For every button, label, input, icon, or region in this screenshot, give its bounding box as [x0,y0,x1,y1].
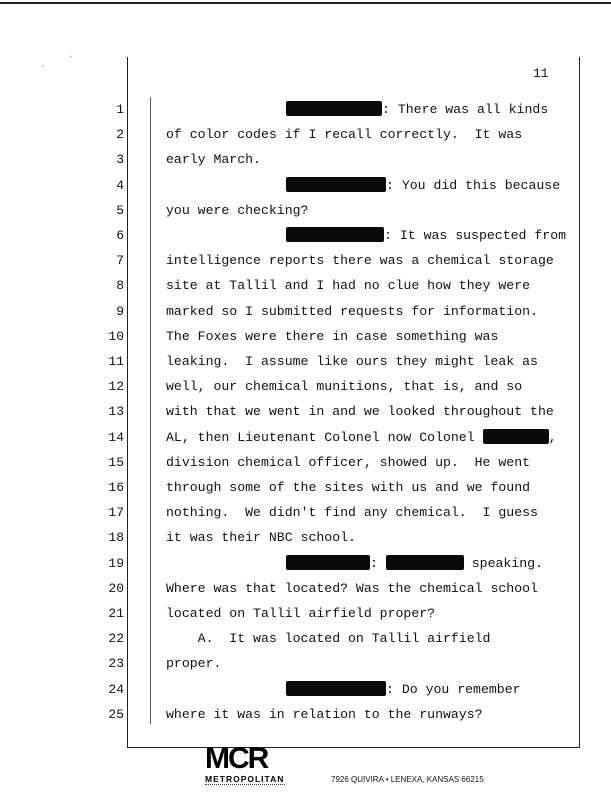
redaction-bar [286,227,384,242]
line-text: of color codes if I recall correctly. It was [166,127,523,142]
transcript-line [166,277,530,295]
transcript-line [166,151,261,169]
transcript-line [166,479,530,497]
line-text: through some of the sites with us and we found [166,480,531,495]
line-number: 16 [108,480,124,495]
line-number: 10 [108,329,124,344]
line-text: where it was in relation to the runways? [166,707,483,722]
transcript-line [166,655,221,673]
line-number: 2 [116,127,124,142]
line-text: early March. [166,152,261,167]
logo-underline [205,784,285,787]
footer-address: 7926 QUIVIRA • LENEXA, KANSAS 66215 [331,775,484,784]
transcript-line [166,580,538,598]
line-number: 14 [108,430,124,445]
line-number: 9 [116,304,124,319]
transcript-line [166,303,538,321]
transcript-line [286,177,560,195]
transcript-line [166,202,308,220]
line-number: 25 [108,707,124,722]
line-text: division chemical officer, showed up. He went [166,455,531,470]
line-text: : [370,556,386,571]
transcript-line [166,126,522,144]
scan-speck: · [40,62,46,72]
line-text: proper. [166,656,222,671]
transcript-line [166,454,530,472]
line-text: : There was all kinds [382,102,549,117]
line-number: 11 [108,354,124,369]
transcript-line [286,101,548,119]
transcript-line [166,630,490,648]
transcript-line [166,529,356,547]
line-text: located on Tallil airfield proper? [166,606,436,621]
redaction-bar [286,101,382,116]
line-number: 24 [108,682,124,697]
transcript-line [166,504,538,522]
transcript-line [166,328,498,346]
line-text: : You did this because [386,178,561,193]
page-number: 11 [533,66,549,81]
line-text: The Foxes were there in case something was [166,329,499,344]
redaction-bar [483,429,549,444]
line-number: 19 [108,556,124,571]
redaction-bar [286,555,370,570]
line-text: AL, then Lieutenant Colonel now Colonel [166,430,483,445]
line-text: with that we went in and we looked throughout the [166,404,554,419]
transcript-line [286,555,543,573]
line-text: : Do you remember [386,682,521,697]
transcript-line [166,429,556,447]
frame-left-border [127,57,128,747]
transcript-line [166,353,538,371]
top-rule [0,2,611,4]
line-number: 18 [108,530,124,545]
line-text: you were checking? [166,203,309,218]
scan-speck: . [68,50,74,60]
line-text: speaking. [463,556,543,571]
transcript-line [166,605,435,623]
line-text: leaking. I assume like ours they might leak as [166,354,538,369]
line-text: marked so I submitted requests for information. [166,304,538,319]
transcript-line [166,378,522,396]
redaction-bar [386,555,464,570]
line-text: intelligence reports there was a chemical storage [166,253,554,268]
footer [205,742,505,790]
line-number: 4 [116,178,124,193]
frame-inner-margin [150,97,151,724]
redaction-bar [286,177,386,192]
logo-wordmark: METROPOLITAN [205,774,285,784]
line-number: 13 [108,404,124,419]
line-text: , [548,430,557,445]
line-text: Where was that located? Was the chemical school [166,581,538,596]
line-number: 12 [108,379,124,394]
frame-right-border [579,57,580,747]
line-number: 22 [108,631,124,646]
transcript-line [286,227,566,245]
line-number: 21 [108,606,124,621]
transcript-line [166,403,554,421]
transcript-line [286,681,521,699]
line-number: 17 [108,505,124,520]
mcr-logo: MCR [205,742,268,775]
line-number: 5 [116,203,124,218]
line-number: 7 [116,253,124,268]
line-text: it was their NBC school. [166,530,356,545]
line-number: 23 [108,656,124,671]
line-text: nothing. We didn't find any chemical. I guess [166,505,538,520]
line-number: 1 [116,102,124,117]
line-number: 20 [108,581,124,596]
line-number: 3 [116,152,124,167]
line-text: : It was suspected from [384,228,567,243]
transcript-line [166,706,483,724]
transcript-line [166,252,554,270]
line-text: site at Tallil and I had no clue how they were [166,278,531,293]
line-text: A. It was located on Tallil airfield [166,631,491,646]
line-number: 8 [116,278,124,293]
line-text: well, our chemical munitions, that is, and so [166,379,523,394]
line-number: 15 [108,455,124,470]
redaction-bar [286,681,386,696]
line-number: 6 [116,228,124,243]
